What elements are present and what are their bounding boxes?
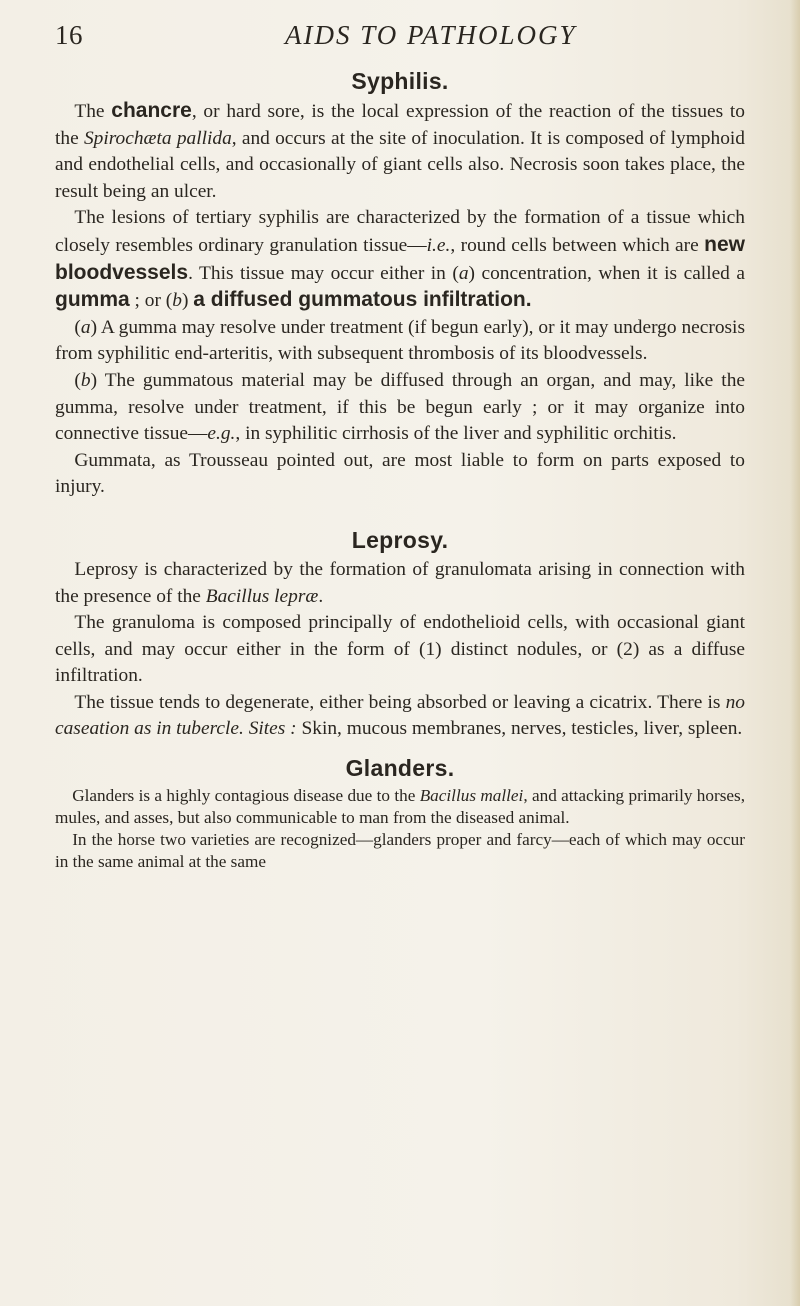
section-heading-leprosy: Leprosy. [351,526,449,553]
paragraph: Gummata, as Trousseau pointed out, are most liable to form on parts exposed to injury. [55,449,745,498]
page-number: 16 [55,20,83,50]
paragraph: (a) A gumma may resolve under treatment (if begun early), or it may undergo necrosis from syphilitic end-arteritis, with subsequent thrombosis of its bloodvessels. [55,316,745,365]
running-title: AIDS TO PATHOLOGY [285,20,577,50]
section-heading-syphilis: Syphilis. [351,68,449,94]
paragraph: The lesions of tertiary syphilis are characterized by the formation of a tissue which closely resembles ordinary granulation tissue—i.e., round cells between which are new bloodvessels. This tissue may occur either in (a) concentration, when it is called a gumma ; or (b) a diffused gummatous infiltration. [55,207,745,312]
paragraph: Glanders is a highly contagious disease due to the Bacillus mallei, and attacking primarily horses, mules, and asses, but also communicable to man from the diseased animal. [55,786,746,828]
page-edge-shading [790,0,800,1306]
running-header [55,20,745,60]
page-body [55,68,745,873]
paragraph: Leprosy is characterized by the formation of granulomata arising in connection with the presence of the Bacillus lepræ. [55,558,745,607]
paragraph: The granuloma is composed principally of endothelioid cells, with occasional giant cells, and may occur either in the form of (1) distinct nodules, or (2) as a diffuse infiltration. [55,612,745,687]
paragraph: (b) The gummatous material may be diffused through an organ, and may, like the gumma, resolve under treatment, if this be begun early ; or it may organize into connective tissue—e.g., in syphilitic cirrhosis of the liver and syphilitic orchitis. [55,369,745,445]
paragraph: The chancre, or hard sore, is the local expression of the reaction of the tissues to the Spirochæta pallida, and occurs at the site of inoculation. It is composed of lymphoid and endothelial cells, and occasionally of giant cells also. Necrosis soon takes place, the result being an ulcer. [55,99,745,202]
section-heading-glanders: Glanders. [345,755,455,782]
paragraph: In the horse two varieties are recognized—glanders proper and farcy—each of which may occur in the same animal at the same [55,830,745,872]
paragraph: The tissue tends to degenerate, either being absorbed or leaving a cicatrix. There is no caseation as in tubercle. Sites : Skin, mucous membranes, nerves, testicles, liver, spleen. [55,691,745,740]
